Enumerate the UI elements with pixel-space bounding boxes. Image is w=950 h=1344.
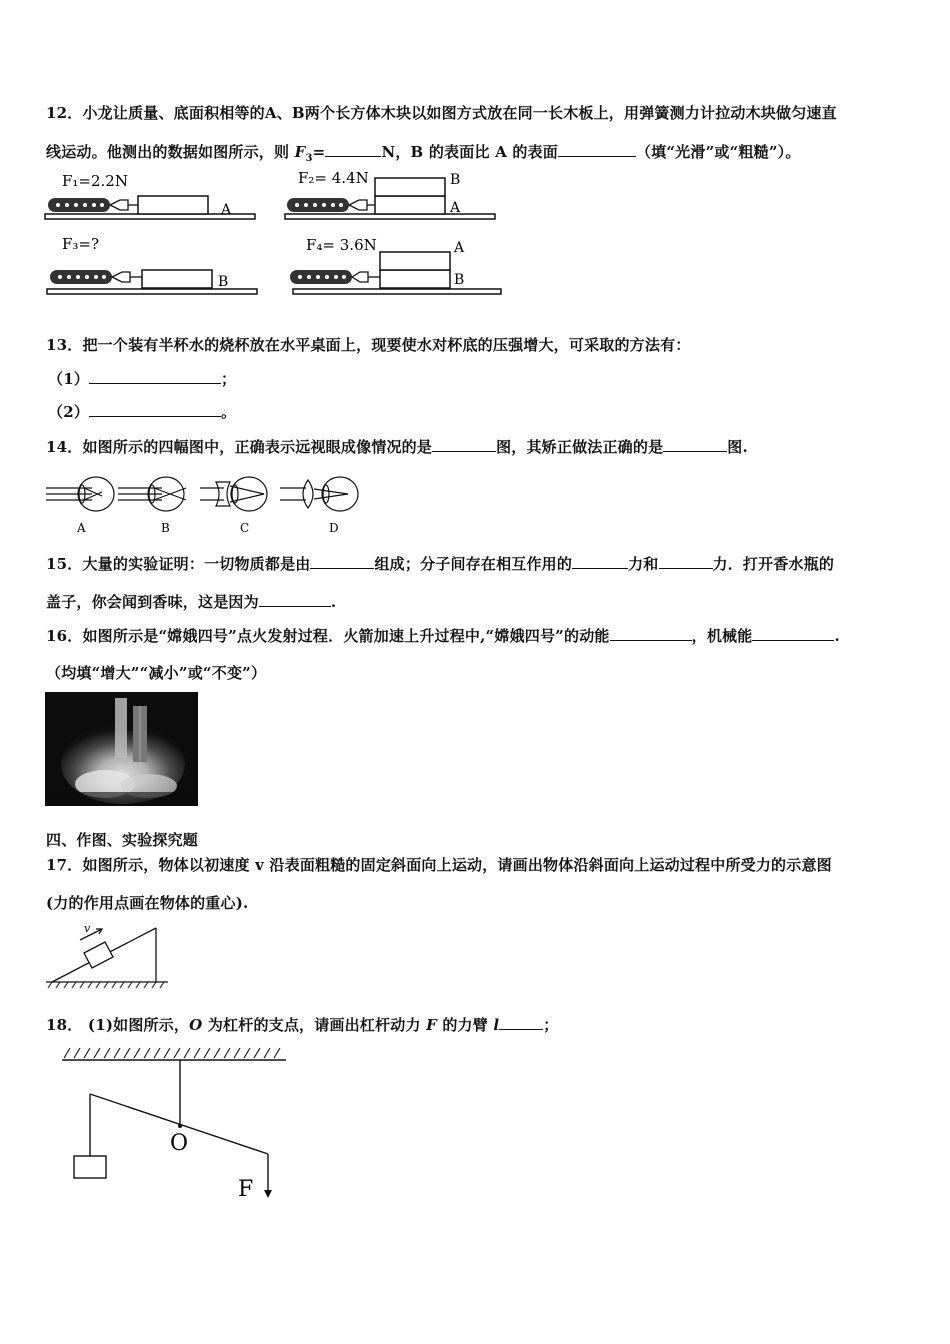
q12-f4-label: F₄= 3.6N — [306, 236, 377, 254]
q13-item2-label: （2） — [48, 403, 90, 421]
q12-f3-var: F — [294, 143, 306, 161]
q18-part-d: ； — [543, 1016, 559, 1034]
q15-blank-4[interactable] — [259, 592, 331, 607]
q12-figure — [40, 166, 510, 302]
spring-scale-3 — [50, 270, 142, 284]
q14-label-b: B — [161, 521, 170, 535]
pivot-label: O — [170, 1131, 189, 1156]
q18-lever-figure — [58, 1044, 298, 1204]
q14-eye-figure — [44, 470, 374, 540]
q16-blank-1[interactable] — [610, 626, 692, 641]
q16-part-c: . — [834, 627, 840, 645]
q18-f-var: F — [426, 1016, 437, 1034]
spring-scale-4 — [290, 270, 380, 284]
q12-f3-eq: = — [312, 143, 326, 161]
q15-part-c: 力和 — [628, 555, 659, 573]
q14-part-b: 图，其矫正做法正确的是 — [496, 438, 664, 456]
q13-item1-label: （1） — [48, 370, 90, 388]
q18-l-var: l — [493, 1016, 500, 1034]
q12-label-b-2: B — [450, 172, 461, 188]
q15-blank-1[interactable] — [310, 554, 374, 569]
q16-part-a: 16．如图所示是“嫦娥四号”点火发射过程．火箭加速上升过程中,“嫦娥四号”的动能 — [46, 627, 610, 645]
q18-blank-l[interactable] — [499, 1015, 543, 1030]
q12-line2 — [46, 141, 801, 164]
q12-block-a-2 — [375, 196, 445, 214]
q13-item2-end: 。 — [221, 403, 237, 421]
q17-incline-figure — [44, 918, 174, 990]
spring-scale-2 — [287, 198, 375, 212]
block-on-incline — [84, 942, 113, 968]
q12-blank-f3[interactable] — [325, 142, 381, 157]
q14-blank-2[interactable] — [663, 437, 727, 452]
velocity-label: v — [84, 922, 91, 935]
q12-line2-b: N，B 的表面比 A 的表面 — [381, 143, 558, 161]
section-4-title: 四、作图、实验探究题 — [46, 831, 199, 849]
q14-label-c: C — [240, 521, 250, 535]
force-label: F — [238, 1177, 254, 1202]
eye-diagram-c — [200, 477, 267, 511]
q12-block-b-4 — [380, 270, 450, 288]
q12-label-b-4: B — [454, 272, 465, 288]
q14-label-d: D — [329, 521, 339, 535]
q14-part-c: 图. — [727, 438, 748, 456]
q12-f1-label: F₁=2.2N — [62, 172, 128, 190]
force-arrow-head — [264, 1190, 272, 1198]
q16-line1 — [46, 625, 840, 646]
q16-blank-2[interactable] — [752, 626, 834, 641]
q16-part-b: ，机械能 — [691, 627, 753, 645]
q12-block-a-4 — [380, 252, 450, 270]
q17-line2: (力的作用点画在物体的重心). — [46, 894, 249, 912]
q13-stem: 13．把一个装有半杯水的烧杯放在水平桌面上，现要使水对杯底的压强增大，可采取的方法有： — [46, 336, 691, 354]
eye-diagram-b — [118, 477, 186, 511]
q12-f3-label: F₃=? — [62, 235, 100, 253]
spring-scale-1 — [48, 198, 138, 212]
ceiling-hatch — [64, 1048, 280, 1058]
q12-line2-a: 线运动。他测出的数据如图所示，则 — [46, 143, 295, 161]
q15-part-b: 组成；分子间存在相互作用的 — [374, 555, 573, 573]
q15-line1 — [46, 553, 834, 574]
q18-part-b: 为杠杆的支点，请画出杠杆动力 — [202, 1016, 427, 1034]
q12-f2-label: F₂= 4.4N — [298, 169, 369, 187]
q15-line2-a: 盖子，你会闻到香味，这是因为 — [46, 593, 259, 611]
q12-board-4 — [293, 289, 501, 294]
q12-label-a-2: A — [450, 200, 461, 216]
q12-f3-sub: 3 — [305, 153, 313, 164]
q13-blank-2[interactable] — [89, 402, 221, 417]
eye-diagram-d — [280, 477, 358, 511]
q14-part-a: 14．如图所示的四幅图中，正确表示远视眼成像情况的是 — [46, 438, 433, 456]
ground-hatch — [48, 982, 164, 988]
q15-part-a: 15．大量的实验证明：一切物质都是由 — [46, 555, 311, 573]
q17-line1: 17．如图所示，物体以初速度 v 沿表面粗糙的固定斜面向上运动，请画出物体沿斜面向上运动过程中所受力的示意图 — [46, 856, 832, 874]
q18-o-var: O — [189, 1016, 203, 1034]
q12-label-b-3: B — [218, 274, 229, 290]
q12-blank-surface[interactable] — [558, 142, 636, 157]
q12-block-b-3 — [142, 270, 212, 288]
hanging-weight — [74, 1156, 106, 1178]
q14-stem — [46, 436, 748, 457]
q12-line2-c: （填“光滑”或“粗糙”）。 — [635, 143, 801, 161]
q13-item1-end: ； — [221, 370, 237, 388]
eye-diagram-a — [46, 477, 114, 511]
pivot-point — [178, 1124, 182, 1128]
q15-line2 — [46, 591, 336, 612]
q13-blank-1[interactable] — [89, 369, 221, 384]
q12-block-b-2 — [375, 178, 445, 196]
q16-line2: （均填“增大”“减小”或“不变”） — [46, 664, 267, 682]
q14-label-a: A — [77, 521, 86, 535]
q12-label-a-4: A — [454, 240, 465, 256]
q18-line1 — [46, 1014, 559, 1035]
q12-label-a-1: A — [221, 202, 232, 218]
q13-item2 — [48, 401, 236, 422]
q12-block-a-1 — [138, 196, 208, 214]
q15-blank-2[interactable] — [572, 554, 628, 569]
q15-part-d: 力．打开香水瓶的 — [712, 555, 835, 573]
q18-part-a: 18． (1)如图所示， — [46, 1016, 190, 1034]
q14-blank-1[interactable] — [432, 437, 496, 452]
q13-item1 — [48, 368, 236, 389]
q15-blank-3[interactable] — [659, 554, 713, 569]
q12-line1: 12．小龙让质量、底面积相等的A、B两个长方体木块以如图方式放在同一长木板上，用弹簧测力计拉动木块做匀速直 — [46, 104, 837, 122]
q15-line2-b: . — [330, 593, 337, 611]
rocket-launch-photo — [45, 692, 198, 806]
q18-part-c: 的力臂 — [436, 1016, 494, 1034]
